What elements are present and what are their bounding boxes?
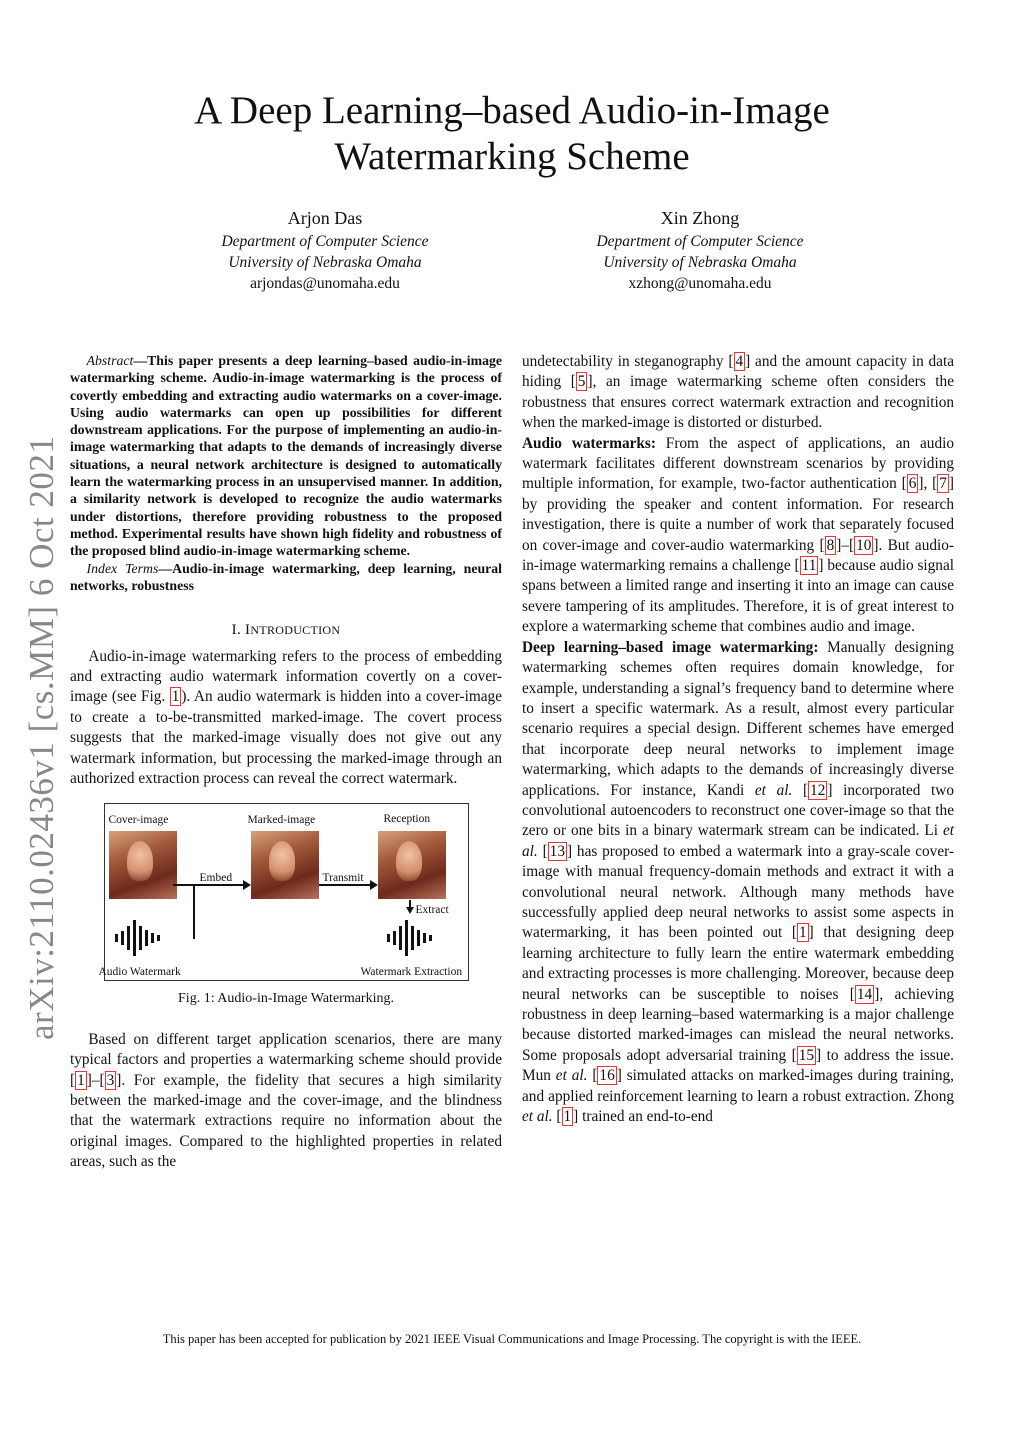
text-run: From the aspect of applications, an audio watermark facilitates different downstream scenarios by providing multiple information, for example, two-factor authentication xyxy=(522,434,954,493)
connector-line xyxy=(193,884,195,939)
text-run: et al. xyxy=(555,1067,588,1085)
citation-link[interactable]: 4 xyxy=(735,353,744,370)
author-department: Department of Computer Science xyxy=(221,233,429,250)
text-run: . But audio-in-image watermarking remains a challenge xyxy=(522,536,955,575)
cover-image xyxy=(109,831,177,899)
citation-link[interactable]: 13 xyxy=(549,842,565,860)
embed-arrow-icon xyxy=(243,880,251,890)
citation-link[interactable]: 8 xyxy=(826,536,835,554)
title-line-1: A Deep Learning–based Audio-in-Image xyxy=(194,89,830,132)
citation-link[interactable]: 16 xyxy=(599,1067,615,1085)
transmit-arrow-icon xyxy=(370,880,378,890)
text-run: undetectability in steganography xyxy=(522,353,729,370)
text-run: – xyxy=(91,1071,100,1089)
author-name: Xin Zhong xyxy=(660,208,740,228)
cover-image-label: Cover-image xyxy=(108,814,169,827)
text-run: , xyxy=(923,475,933,493)
citation-link[interactable]: 1 xyxy=(798,924,807,942)
abstract-lead: Abstract xyxy=(86,353,134,368)
citation-link[interactable]: 14 xyxy=(856,985,873,1003)
embed-label: Embed xyxy=(199,872,233,885)
paragraph-heading: Deep learning–based image watermarking: xyxy=(522,638,819,656)
extract-arrow-icon xyxy=(406,907,414,914)
citation-link[interactable]: 10 xyxy=(856,536,872,554)
text-run: and the amount capacity in data hiding xyxy=(522,353,955,391)
author-block-2 xyxy=(520,208,880,294)
text-run: et al. xyxy=(522,1108,553,1126)
intro-paragraph-2: Based on different target application scenarios, there are many typical factors and properties a watermarking scheme should provide [ 1 ]–[ 3 ]. For example, the fidelity that secures a high similarity between the marked-image and the cover-image, and the blindness that the watermark extractions require no information about the original images. Compared to the highlighted properties in related areas, such as the xyxy=(70,1030,502,1171)
reception-label: Reception xyxy=(383,813,431,826)
received-image xyxy=(378,831,446,899)
figure-reference-link[interactable]: 1 xyxy=(171,688,180,706)
text-run: Based on different target application scenarios, there are many typical factors and properties a watermarking scheme should provide xyxy=(70,1030,502,1069)
text-run: et al. xyxy=(522,822,954,860)
section-numeral: I. I xyxy=(231,622,251,639)
index-terms-text: —Audio-in-image watermarking, deep learning, neural networks, robustness xyxy=(70,560,502,593)
deep-learning-paragraph: Deep learning–based image watermarking: Manually designing watermarking schemes often requires domain knowledge, for example, understanding a signal’s frequency band to determine where to insert a specific watermark. As a result, almost every particular scenario requires a special design. Different schemes have emerged that incorporate deep neural networks to implement image watermarking, which adapts to the demands of increasingly diverse applications. For instance, Kandi et al. [ 12 ] incorporated two convolutional autoencoders to reconstruct one cover-image so that the zero or one bits in a binary watermark stream can be indicated. Li et al. [ 13 ] has proposed to embed a watermark into a gray-scale cover-image with manual frequency-domain methods and extract it with a convolutional neural network. Although many methods have successfully applied deep neural networks to assist some aspects in watermarking, it has been pointed out [ 1 ] that designing deep learning architecture to fully learn the entire watermark embedding and extracting processes is more challenging. Moreover, because deep neural networks can be susceptible to noises [ 14 ], achieving robustness in deep learning–based watermarking is a major challenge because distorted marked-images can mislead the neural networks. Some proposals adopt adversarial training [ 15 ] to address the issue. Mun et al. [ 16 ] simulated attacks on marked-images during training, and applied reinforcement learning to learn a robust extraction. Zhong et al. [ 1 ] trained an end-to-end xyxy=(522,638,954,1126)
author-email[interactable]: xzhong@unomaha.edu xyxy=(628,275,772,292)
citation-link[interactable]: 5 xyxy=(577,373,586,391)
text-run: incorporated two convolutional autoencoders to reconstruct one cover-image so that the zero or one bits in a binary watermark stream can be indicated. Li xyxy=(522,781,954,840)
citation-link[interactable]: 12 xyxy=(810,781,826,799)
text-run: ). An audio watermark is hidden into a cover-image to create a to-be-transmitted marked-image. The covert process suggests that the marked-image visually does not give out any watermark information, but processing the marked-image through an authorized extraction process can reveal the correct watermark. xyxy=(70,688,502,787)
right-paragraph-1: undetectability in steganography [ 4 ] and the amount capacity in data hiding [ 5 ], an image watermarking scheme often considers the robustness that ensures correct watermark extraction and recognition when the marked-image is distorted or disturbed. xyxy=(522,353,955,432)
text-run: . For example, the fidelity that secures a high similarity between the marked-image and the cover-image, and the blindness that the watermark extractions require no information about the original images. Compared to the highlighted properties in related areas, such as the xyxy=(70,1071,502,1171)
index-terms xyxy=(70,560,502,595)
citation-link[interactable]: 11 xyxy=(801,557,817,575)
right-column xyxy=(522,352,954,1127)
section-title: NTRODUCTION xyxy=(250,623,341,638)
abstract-text: —This paper presents a deep learning–based audio-in-image watermarking scheme. Audio-in-image watermarking is the process of covertly embedding and extracting audio watermarks on a cover-image. Using audio watermarks can open up possibilities for different downstream applications. For the purpose of implementing an audio-in-image watermarking that adapts to the demands of increasingly diverse situations, a neural network architecture is designed to automatically learn the watermarking process in an unsupervised manner. In addition, a similarity network is developed to recognize the audio watermarks under distortions, therefore providing robustness to the proposed method. Experimental results have shown high fidelity and robustness of the proposed blind audio-in-image watermarking scheme. xyxy=(70,353,502,559)
citation-link[interactable]: 6 xyxy=(908,475,917,493)
author-email[interactable]: arjondas@unomaha.edu xyxy=(250,275,400,292)
marked-image xyxy=(251,831,319,899)
text-run: simulated attacks on marked-images during training, and applied reinforcement learning to learn a robust extraction. Zhong xyxy=(522,1067,954,1105)
author-university: University of Nebraska Omaha xyxy=(228,254,422,271)
audio-watermarks-paragraph: Audio watermarks: From the aspect of applications, an audio watermark facilitates different downstream scenarios by providing multiple information, for example, two-factor authentication [ 6 ], [ 7 ] by providing the speaker and content information. For research investigation, there is quite a number of work that separately focused on cover-image and cover-audio watermarking [ 8 ]–[ 10 ]. But audio-in-image watermarking remains a challenge [ 11 ] because audio signal spans between a limited range and inserting it into an image can cause severe tampering of its amplitudes. Therefore, it is of great interest to explore a watermarking scheme that combines audio and image. xyxy=(522,434,955,636)
figure-1 xyxy=(98,803,469,981)
audio-watermark-label: Audio Watermark xyxy=(98,966,181,979)
figure-caption: Fig. 1: Audio-in-Image Watermarking. xyxy=(178,991,394,1007)
text-run: et al. xyxy=(754,781,793,799)
citation-link[interactable]: 7 xyxy=(939,475,947,493)
text-run: – xyxy=(841,536,849,554)
transmit-label: Transmit xyxy=(322,872,364,885)
paper-title xyxy=(0,88,1024,180)
index-terms-lead: Index Terms xyxy=(86,560,159,576)
left-column xyxy=(70,352,502,1173)
text-run: , an image watermarking scheme often considers the robustness that ensures correct watermark extraction and recognition when the marked-image is distorted or disturbed. xyxy=(522,373,954,432)
extracted-waveform-icon xyxy=(387,918,432,958)
citation-link[interactable]: 3 xyxy=(106,1071,115,1089)
abstract xyxy=(70,352,502,560)
title-line-2: Watermarking Scheme xyxy=(334,135,690,178)
section-heading-introduction xyxy=(70,620,502,640)
copyright-footer: This paper has been accepted for publication by 2021 IEEE Visual Communications and Image Processing. The copyright is with the IEEE. xyxy=(162,1332,862,1346)
text-run: to address the issue. Mun xyxy=(522,1046,954,1085)
arxiv-identifier: arXiv:2110.02436v1 [cs.MM] 6 Oct 2021 xyxy=(22,435,61,1040)
paragraph-heading: Audio watermarks: xyxy=(522,434,656,452)
text-run: trained an end-to-end xyxy=(578,1108,713,1126)
citation-link[interactable]: 1 xyxy=(77,1071,85,1089)
marked-image-label: Marked-image xyxy=(247,814,316,827)
text-run: Audio-in-image watermarking refers to the process of embedding and extracting audio watermark information covertly on a cover-image (see Fig. xyxy=(70,647,502,706)
author-name: Arjon Das xyxy=(287,208,363,228)
text-run: has proposed to embed a watermark into a gray-scale cover-image with manual frequency-domain methods and extract it with a convolutional neural network. Although many methods have successfully applied deep neural networks to assist some aspects in watermarking, it has been pointed out xyxy=(522,842,954,942)
extract-label: Extract xyxy=(415,904,449,917)
audio-waveform-icon xyxy=(115,918,160,958)
author-block-1 xyxy=(145,208,505,294)
author-university: University of Nebraska Omaha xyxy=(603,254,797,271)
citation-link[interactable]: 1 xyxy=(563,1108,572,1126)
text-run: because audio signal spans between a limited range and inserting it into an image can cause severe tampering of its amplitudes. Therefore, it is of great interest to explore a watermarking scheme that combines audio and image. xyxy=(522,557,954,636)
text-run: that designing deep learning architecture to fully learn the entire watermark embedding and extracting processes is more challenging. Moreover, because deep neural networks can be susceptible to noises xyxy=(522,924,954,1003)
author-department: Department of Computer Science xyxy=(596,233,804,250)
citation-link[interactable]: 15 xyxy=(798,1046,815,1064)
text-run: by providing the speaker and content information. For research investigation, there is quite a number of work that separately focused on cover-image and cover-audio watermarking xyxy=(522,495,954,554)
text-run: , achieving robustness in deep learning–based watermarking is a major challenge because distorted marked-images can mislead the neural networks. Some proposals adopt adversarial training xyxy=(522,985,954,1064)
watermark-extraction-label: Watermark Extraction xyxy=(360,966,463,979)
text-run: Manually designing watermarking schemes often requires domain knowledge, for example, understanding a signal’s frequency band to determine where to insert a specific watermark. As a result, almost every particular scenario requires a special design. Different schemes have emerged that incorporate deep neural networks to implement image watermarking, which adapts to the demands of increasingly diverse applications. For instance, Kandi xyxy=(522,638,954,799)
intro-paragraph-1 xyxy=(70,647,502,790)
